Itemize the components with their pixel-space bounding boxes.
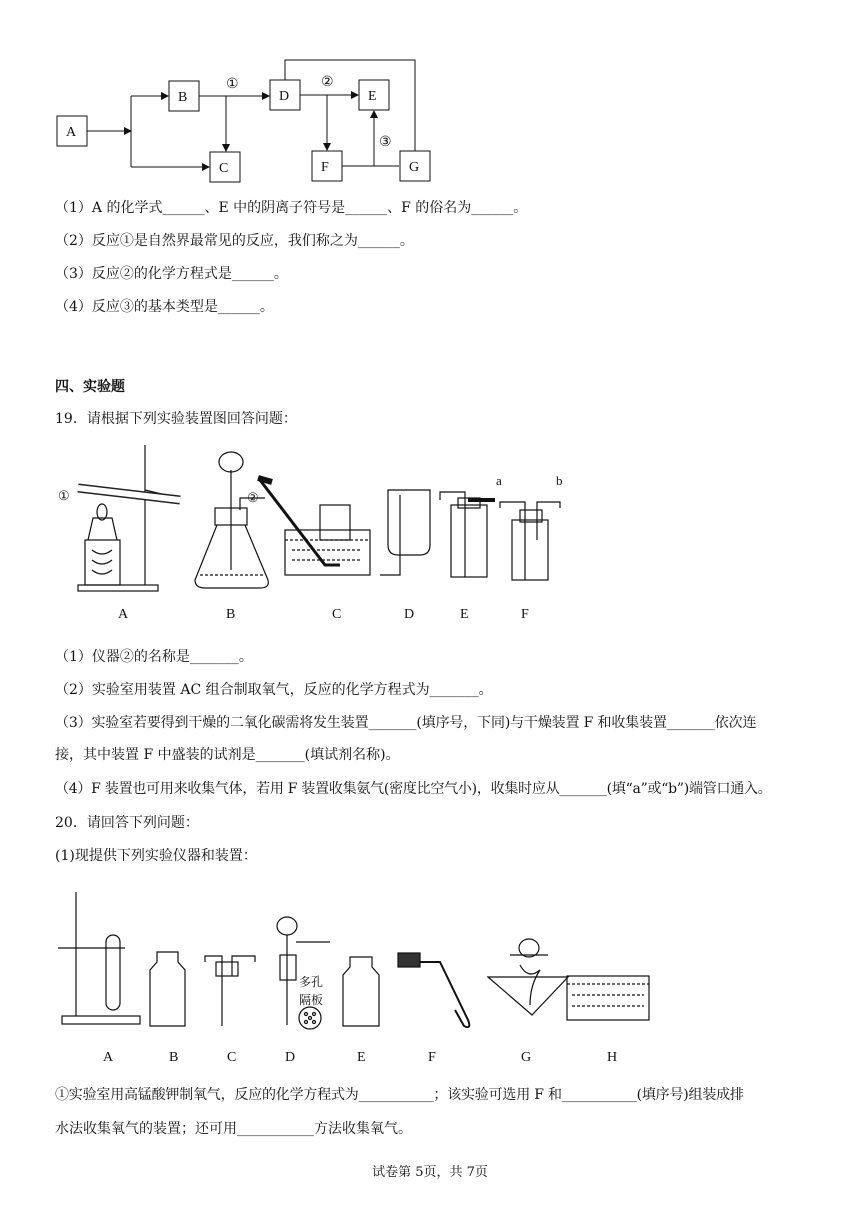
q20-label-c: C: [227, 1050, 237, 1065]
q19-label-b: B: [226, 607, 236, 622]
q20-label-g: G: [521, 1050, 532, 1065]
q19-label-d: D: [404, 607, 415, 622]
svg-text:②: ②: [247, 490, 259, 505]
q20-label-a: A: [103, 1050, 114, 1065]
svg-text:B: B: [178, 90, 188, 105]
q19-apparatus-figure: [0, 440, 860, 630]
q20-part1-line2: 水法收集氧气的装置；还可用___________方法收集氧气。: [55, 1121, 412, 1137]
q18-part-3: （3）反应②的化学方程式是______。: [55, 266, 288, 282]
q20-label-h: H: [607, 1050, 618, 1065]
q18-part-1: （1）A 的化学式______、E 中的阴离子符号是______、F 的俗名为______。: [55, 200, 528, 216]
svg-text:F: F: [321, 160, 329, 175]
svg-text:②: ②: [321, 75, 334, 90]
svg-text:③: ③: [379, 135, 392, 150]
q20-label-f: F: [428, 1050, 436, 1065]
q20-label-e: E: [357, 1050, 366, 1065]
svg-text:b: b: [556, 473, 563, 488]
svg-text:①: ①: [58, 488, 70, 503]
q19-label-f: F: [521, 607, 529, 622]
svg-text:C: C: [219, 161, 229, 176]
q19-part-3: （3）实验室若要得到干燥的二氧化碳需将发生装置_______(填序号，下同)与干燥装置 F 和收集装置_______依次连: [55, 715, 757, 731]
q18-part-4: （4）反应③的基本类型是______。: [55, 299, 274, 315]
svg-text:①: ①: [226, 77, 239, 92]
q19-part-4: （4）F 装置也可用来收集气体，若用 F 装置收集氨气(密度比空气小)，收集时应从_______(填“a”或“b”)端管口通入。: [55, 781, 772, 797]
page-footer: 试卷第 5页，共 7页: [372, 1165, 488, 1180]
svg-text:a: a: [496, 473, 502, 488]
q18-part-2: （2）反应①是自然界最常见的反应，我们称之为______。: [55, 233, 414, 249]
q19-part-3-cont: 接，其中装置 F 中盛装的试剂是_______(填试剂名称)。: [55, 747, 400, 763]
svg-text:D: D: [279, 89, 290, 104]
q20-label-b: B: [169, 1050, 179, 1065]
q19-part-2: （2）实验室用装置 AC 组合制取氧气，反应的化学方程式为_______。: [55, 682, 493, 698]
plate-label-2: 隔板: [299, 993, 324, 1007]
svg-text:A: A: [66, 125, 77, 140]
svg-text:G: G: [409, 160, 420, 175]
q20-part1-line1: ①实验室用高锰酸钾制氧气，反应的化学方程式为___________；该实验可选用 F 和___________(填序号)组装成排: [55, 1087, 744, 1103]
q19-label-e: E: [460, 607, 469, 622]
plate-label-1: 多孔: [299, 975, 324, 989]
reaction-flow-diagram: [0, 0, 860, 190]
q20-apparatus-figure: [0, 880, 860, 1070]
q20-label-d: D: [285, 1050, 296, 1065]
q19-stem: 19．请根据下列实验装置图回答问题：: [55, 411, 297, 427]
q20-sub1: (1)现提供下列实验仪器和装置：: [55, 848, 257, 864]
q19-part-1: （1）仪器②的名称是_______。: [55, 649, 253, 665]
q20-stem: 20．请回答下列问题：: [55, 815, 199, 831]
q19-label-c: C: [332, 607, 342, 622]
q19-label-a: A: [118, 607, 129, 622]
section-title: 四、实验题: [55, 379, 125, 395]
svg-text:E: E: [368, 89, 377, 104]
